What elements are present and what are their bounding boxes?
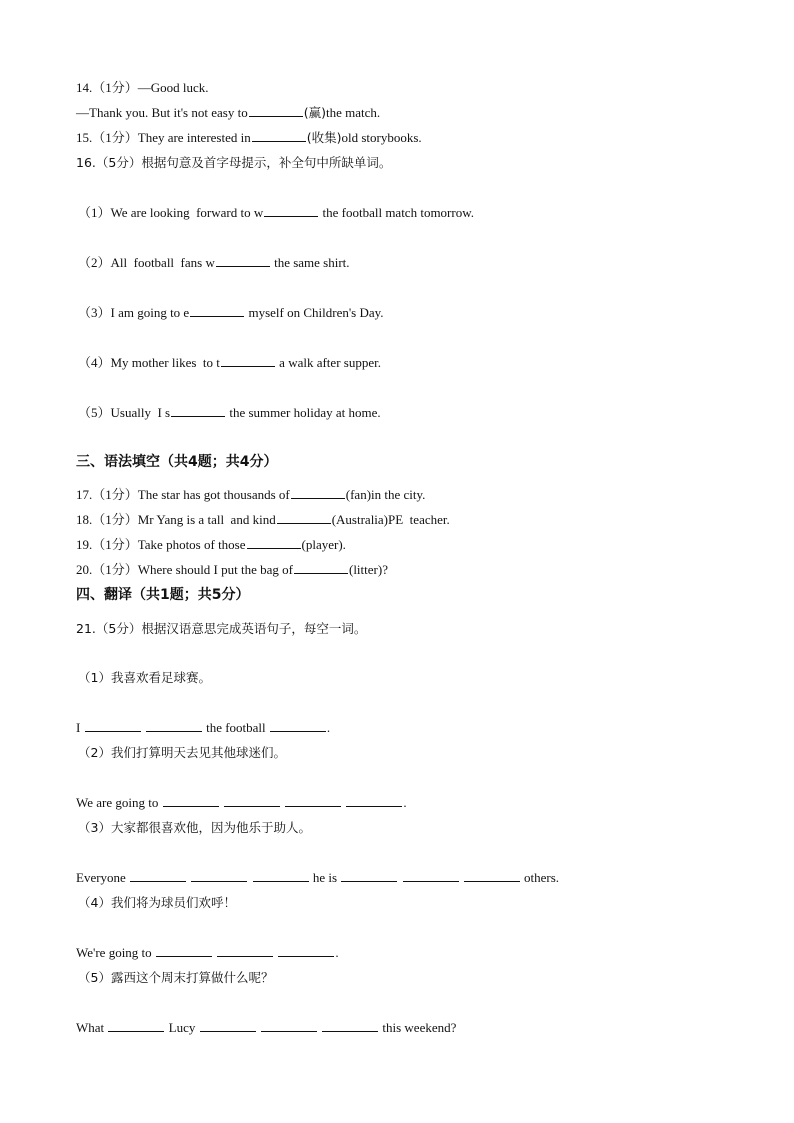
q21-s1-blank-2[interactable] — [146, 720, 202, 732]
q15-answer-blank[interactable] — [252, 130, 306, 142]
q16-item-2-pre: （2）All football fans w — [78, 255, 215, 270]
q20-pre: 20.（1分）Where should I put the bag of — [76, 562, 293, 577]
q16-item-5 — [78, 405, 381, 421]
q18-post: (Australia)PE teacher. — [331, 512, 450, 527]
q15 — [76, 130, 422, 146]
q20-answer-blank[interactable] — [294, 562, 348, 574]
q16-item-5-post: the summer holiday at home. — [226, 405, 381, 420]
q16-item-5-pre: （5）Usually I s — [78, 405, 171, 420]
q19-answer-blank[interactable] — [247, 537, 301, 549]
q17-answer-blank[interactable] — [291, 487, 345, 499]
q14-hint: (赢) — [303, 105, 326, 120]
q16-item-1-blank[interactable] — [264, 205, 318, 217]
q21-s3-blank-1[interactable] — [130, 870, 186, 882]
q21-s2-end: . — [403, 795, 407, 810]
q21-s4-text-a: We're going to — [76, 945, 152, 960]
q21-s1-blank-1[interactable] — [85, 720, 141, 732]
q15-hint: (收集) — [306, 130, 342, 145]
q21-s4-blank-3[interactable] — [278, 945, 334, 957]
section-4-title: 四、翻译（共1题；共5分） — [76, 587, 250, 603]
q17-post: (fan)in the city. — [345, 487, 426, 502]
q21-s3-cn: （3）大家都很喜欢他，因为他乐于助人。 — [78, 820, 311, 835]
q21-s5-text-c: this weekend? — [382, 1020, 457, 1035]
q21-s1-text-a: I — [76, 720, 81, 735]
q16-item-1-post: the football match tomorrow. — [319, 205, 475, 220]
q21-s5-blank-1[interactable] — [108, 1020, 164, 1032]
q14-reply-pre: —Thank you. But it's not easy to — [76, 105, 248, 120]
q18 — [76, 512, 450, 528]
q16-item-2 — [78, 255, 350, 271]
q21-s3-text-c: others. — [524, 870, 560, 885]
q16-item-3-pre: （3）I am going to e — [78, 305, 190, 320]
q21-s2-blank-3[interactable] — [285, 795, 341, 807]
q16-item-3 — [78, 305, 384, 321]
q14-answer-blank[interactable] — [249, 105, 303, 117]
q17 — [76, 487, 425, 503]
q21-s5-text-a: What — [76, 1020, 105, 1035]
q19 — [76, 537, 346, 553]
q14-reply — [76, 105, 380, 121]
q21-s5-answer — [76, 1020, 456, 1036]
q21-s4-blank-2[interactable] — [217, 945, 273, 957]
q21-head: 21.（5分）根据汉语意思完成英语句子，每空一词。 — [76, 621, 367, 636]
q14-head: 14.（1分）—Good luck. — [76, 80, 209, 95]
q21-s4-end: . — [335, 945, 339, 960]
q21-s1-blank-3[interactable] — [270, 720, 326, 732]
q16-head: 16.（5分）根据句意及首字母提示，补全句中所缺单词。 — [76, 155, 392, 170]
q16-item-2-post: the same shirt. — [270, 255, 350, 270]
q21-s2-blank-4[interactable] — [346, 795, 402, 807]
q15-pre: 15.（1分）They are interested in — [76, 130, 251, 145]
q21-s1-answer — [76, 720, 330, 736]
q16-item-1 — [78, 205, 474, 221]
q21-s5-blank-3[interactable] — [261, 1020, 317, 1032]
q16-item-1-pre: （1）We are looking forward to w — [78, 205, 264, 220]
q14-reply-post: the match. — [325, 105, 381, 120]
q21-s2-text-a: We are going to — [76, 795, 159, 810]
q21-s4-blank-1[interactable] — [156, 945, 212, 957]
q16-item-2-blank[interactable] — [216, 255, 270, 267]
q17-pre: 17.（1分）The star has got thousands of — [76, 487, 290, 502]
q21-s2-cn: （2）我们打算明天去见其他球迷们。 — [78, 745, 286, 760]
q16-item-3-post: myself on Children's Day. — [245, 305, 384, 320]
q21-s3-blank-2[interactable] — [191, 870, 247, 882]
q21-s3-text-a: Everyone — [76, 870, 126, 885]
q21-s5-blank-2[interactable] — [200, 1020, 256, 1032]
q16-item-5-blank[interactable] — [171, 405, 225, 417]
q21-s1-end: . — [326, 720, 331, 735]
q16-item-4-blank[interactable] — [221, 355, 275, 367]
q21-s3-blank-4[interactable] — [341, 870, 397, 882]
q21-s2-blank-1[interactable] — [163, 795, 219, 807]
q21-s1-text-b: the football — [206, 720, 266, 735]
q21-s3-blank-3[interactable] — [253, 870, 309, 882]
q15-post: old storybooks. — [341, 130, 422, 145]
q21-s3-blank-6[interactable] — [464, 870, 520, 882]
q16-item-4 — [78, 355, 381, 371]
section-3-title: 三、语法填空（共4题；共4分） — [76, 454, 278, 470]
q21-s2-blank-2[interactable] — [224, 795, 280, 807]
q21-s4-cn: （4）我们将为球员们欢呼！ — [78, 895, 236, 910]
q21-s2-answer — [76, 795, 407, 811]
q20-post: (litter)? — [348, 562, 388, 577]
q21-s5-cn: （5）露西这个周末打算做什么呢？ — [78, 970, 274, 985]
q16-item-4-pre: （4）My mother likes to t — [78, 355, 220, 370]
q21-s3-text-b: he is — [312, 870, 338, 885]
q21-s3-blank-5[interactable] — [403, 870, 459, 882]
q21-s5-blank-4[interactable] — [322, 1020, 378, 1032]
q21-s1-cn: （1）我喜欢看足球赛。 — [78, 670, 211, 685]
q21-s5-text-b: Lucy — [168, 1020, 196, 1035]
q16-item-3-blank[interactable] — [190, 305, 244, 317]
q19-pre: 19.（1分）Take photos of those — [76, 537, 246, 552]
q21-s4-answer — [76, 945, 339, 961]
q20 — [76, 562, 388, 578]
q19-post: (player). — [301, 537, 346, 552]
q21-s3-answer — [76, 870, 559, 886]
q16-item-4-post: a walk after supper. — [275, 355, 381, 370]
q18-answer-blank[interactable] — [277, 512, 331, 524]
q18-pre: 18.（1分）Mr Yang is a tall and kind — [76, 512, 276, 527]
